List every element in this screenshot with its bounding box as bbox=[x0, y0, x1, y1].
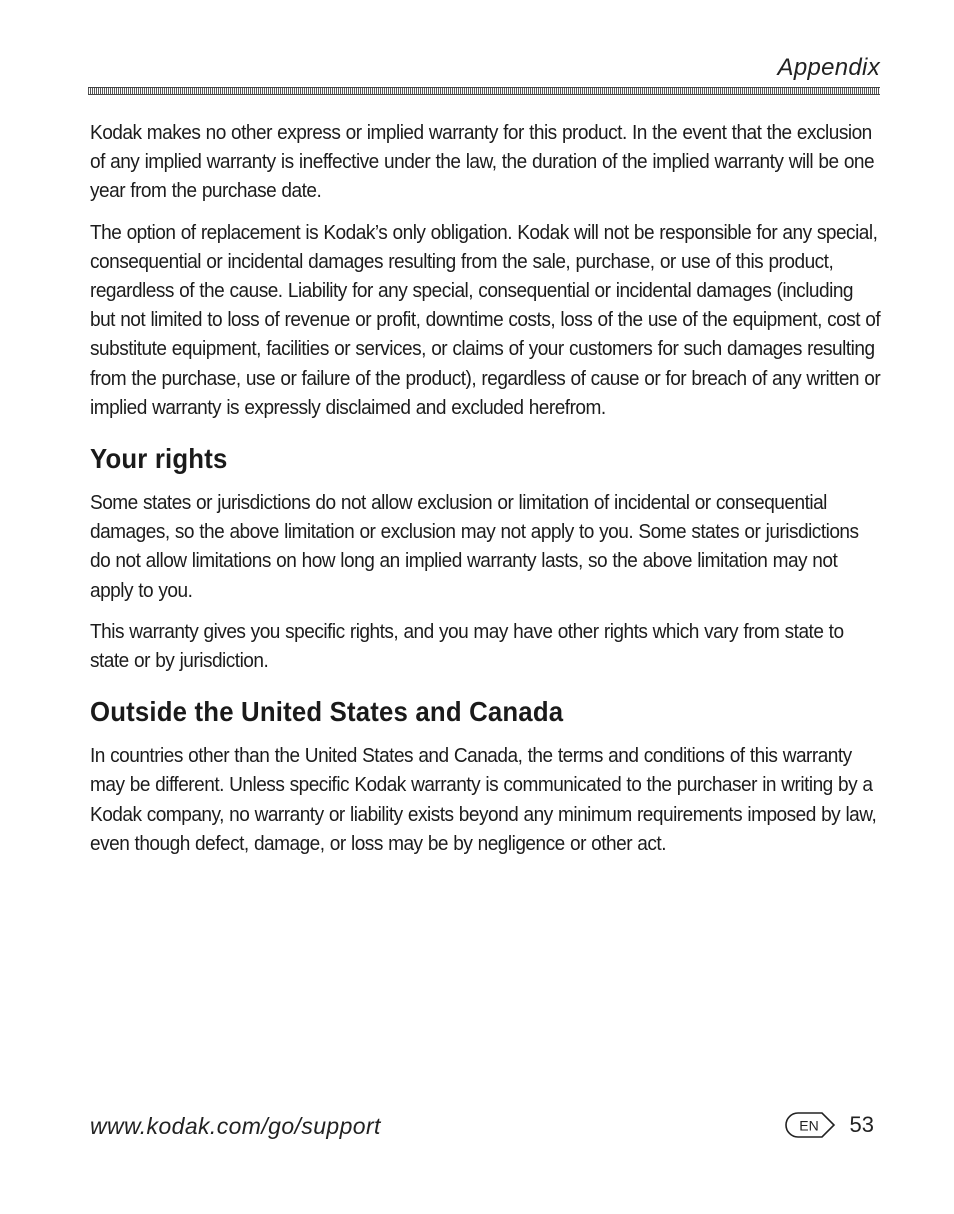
page-content bbox=[90, 118, 880, 870]
language-badge-label: EN bbox=[798, 1117, 819, 1134]
support-url: www.kodak.com/go/support bbox=[90, 1113, 381, 1139]
outside-paragraph-terms: In countries other than the United States and Canada, the terms and conditions of this warranty may be different. Unless specific Kodak warranty is communicated to the purchaser in writing by a Kodak company, no warranty or liability exists beyond any minimum requirements imposed by law, even though defect, damage, or loss may be by negligence or other act. bbox=[90, 744, 877, 855]
language-badge-icon bbox=[784, 1111, 836, 1139]
running-head: Appendix bbox=[777, 54, 880, 81]
your-rights-paragraph-limitations: Some states or jurisdictions do not allow exclusion or limitation of incidental or consequential damages, so the above limitation or exclusion may not apply to you. Some states or jurisdictions do not allow limitations on how long an implied warranty lasts, so the above limitation may not apply to you. bbox=[90, 491, 859, 602]
heading-your-rights: Your rights bbox=[90, 443, 228, 475]
warranty-paragraph-replacement: The option of replacement is Kodak’s only obligation. Kodak will not be responsible for any special, consequential or incidental damages resulting from the sale, purchase, or use of this product, regardless of the cause. Liability for any special, consequential or incidental damages (including but not limited to loss of revenue or profit, downtime costs, loss of the use of the equipment, cost of substitute equipment, facilities or services, or claims of your customers for such damages resulting from the purchase, use or failure of the product), regardless of cause or for breach of any written or implied warranty is expressly disclaimed and excluded herefrom. bbox=[90, 220, 881, 419]
footer-right bbox=[784, 1111, 874, 1139]
your-rights-paragraph-specific: This warranty gives you specific rights, and you may have other rights which vary from state to state or by jurisdiction. bbox=[90, 619, 844, 673]
page-number: 53 bbox=[849, 1112, 874, 1137]
warranty-paragraph-implied: Kodak makes no other express or implied warranty for this product. In the event that the exclusion of any implied warranty is ineffective under the law, the duration of the implied warranty will be one year from the purchase date. bbox=[90, 121, 875, 203]
heading-outside-us-canada: Outside the United States and Canada bbox=[90, 696, 564, 728]
header-rule bbox=[88, 87, 880, 95]
